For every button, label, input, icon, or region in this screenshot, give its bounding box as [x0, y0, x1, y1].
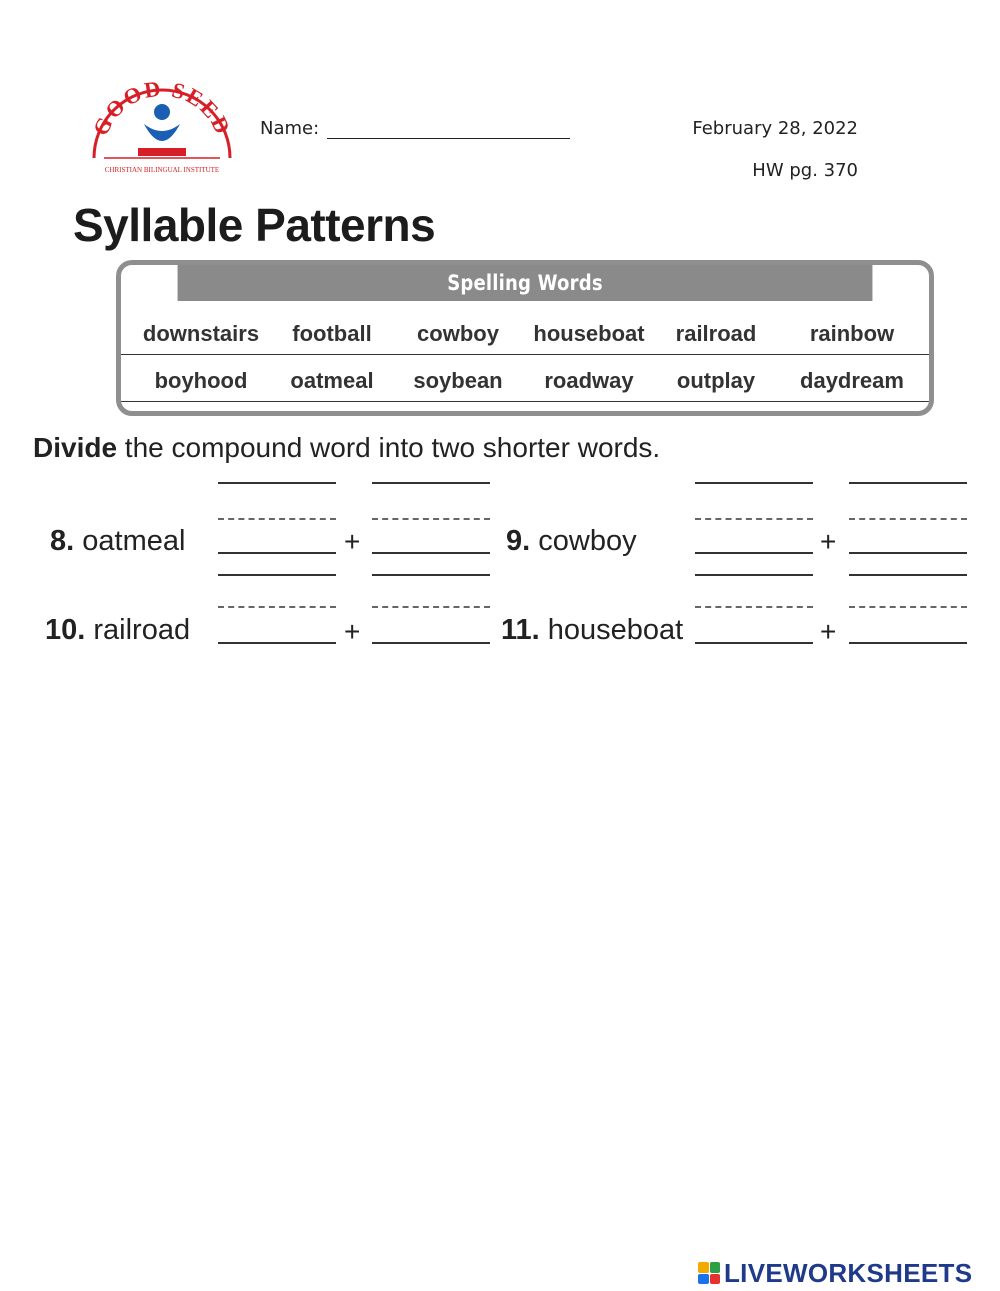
spelling-words-heading: Spelling Words [178, 265, 873, 301]
plus-sign: + [344, 616, 361, 647]
answer-box-11a[interactable] [695, 606, 813, 646]
logo-sub-text: CHRISTIAN BILINGUAL INSTITUTE [104, 166, 220, 174]
spelling-word: outplay [676, 368, 756, 393]
instructions [33, 432, 660, 464]
name-label: Name: [260, 118, 320, 139]
logo-arc-text: GOOD SEED [87, 75, 237, 140]
item-number: 10. [45, 614, 86, 646]
answer-box-9b[interactable] [849, 482, 967, 602]
answer-box-11b[interactable] [849, 606, 967, 646]
spelling-word: daydream [800, 368, 904, 393]
instructions-text: the compound word into two shorter words. [117, 432, 661, 463]
spelling-row-1 [121, 315, 929, 355]
spelling-word: downstairs [142, 321, 260, 346]
plus-sign: + [820, 616, 837, 647]
item-number: 9. [506, 525, 531, 557]
spelling-word: rainbow [809, 321, 895, 346]
exercise-item-8 [50, 525, 185, 558]
school-logo [86, 74, 238, 178]
plus-sign: + [344, 526, 361, 557]
plus-sign: + [820, 526, 837, 557]
spelling-word: cowboy [417, 321, 499, 346]
item-number: 11. [501, 614, 540, 646]
exercise-item-10 [45, 614, 190, 647]
answer-box-10b[interactable] [372, 606, 490, 646]
item-word: houseboat [547, 614, 684, 646]
answer-box-10a[interactable] [218, 606, 336, 646]
liveworksheets-brand [698, 1258, 972, 1288]
item-word: cowboy [538, 525, 637, 557]
answer-box-8b[interactable] [372, 482, 490, 602]
item-number: 8. [50, 525, 75, 557]
spelling-word: railroad [675, 321, 757, 346]
exercise-item-11 [501, 614, 683, 647]
spelling-word: soybean [413, 368, 503, 393]
spelling-word: boyhood [154, 368, 248, 393]
answer-box-8a[interactable] [218, 482, 336, 602]
spelling-word: football [292, 321, 372, 346]
item-word: oatmeal [82, 525, 186, 557]
item-word: railroad [93, 614, 191, 646]
spelling-word: houseboat [533, 321, 645, 346]
spelling-row-2 [121, 362, 929, 402]
spelling-word: roadway [544, 368, 634, 393]
liveworksheets-icon [698, 1262, 720, 1284]
answer-box-9a[interactable] [695, 482, 813, 602]
page-title: Syllable Patterns [73, 199, 436, 251]
date: February 28, 2022 [692, 118, 858, 139]
homework-page: HW pg. 370 [752, 160, 858, 181]
spelling-word: oatmeal [290, 368, 374, 393]
name-input-line[interactable] [327, 138, 570, 139]
instructions-bold: Divide [33, 432, 118, 463]
exercise-item-9 [506, 525, 637, 558]
spelling-words-box [116, 260, 934, 416]
brand-text: LIVEWORKSHEETS [724, 1257, 973, 1288]
